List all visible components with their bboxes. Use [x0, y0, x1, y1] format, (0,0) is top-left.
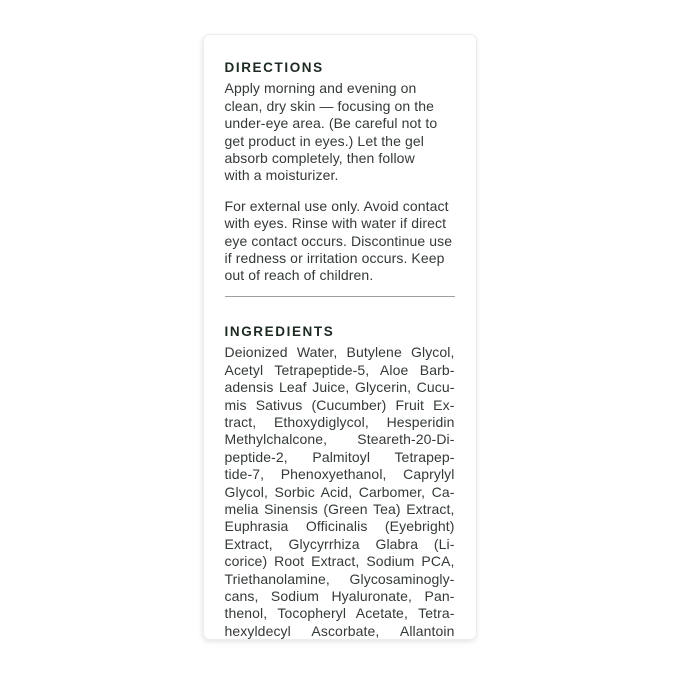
text-line: Methylchalcone, Steareth-20-Di-: [224, 431, 455, 448]
text-line: melia Sinensis (Green Tea) Extract,: [224, 500, 455, 517]
text-line: under-eye area. (Be careful not to: [224, 115, 438, 132]
directions-usage-paragraph: [225, 80, 455, 184]
text-line: peptide-2, Palmitoyl Tetrapep-: [224, 448, 455, 465]
section-divider: [225, 296, 455, 297]
text-line: Glycol, Sorbic Acid, Carbomer, Ca-: [224, 483, 455, 500]
text-line: Euphrasia Officinalis (Eyebright): [224, 518, 455, 535]
product-label-panel: [203, 34, 477, 640]
text-line: out of reach of children.: [224, 267, 374, 284]
text-line: with a moisturizer.: [224, 167, 339, 184]
text-line: clean, dry skin — focusing on the: [224, 97, 435, 114]
text-line: get product in eyes.) Let the gel: [224, 132, 424, 149]
text-line: Triethanolamine, Glycosaminogly-: [224, 570, 455, 587]
text-line: Deionized Water, Butylene Glycol,: [224, 344, 455, 361]
text-line: Acetyl Tetrapeptide-5, Aloe Barb-: [224, 361, 455, 378]
text-line: For external use only. Avoid contact: [224, 197, 449, 214]
text-line: adensis Leaf Juice, Glycerin, Cucu-: [224, 379, 455, 396]
directions-warning-paragraph: [225, 198, 455, 285]
text-line: corice) Root Extract, Sodium PCA,: [224, 553, 455, 570]
text-line: Extract, Glycyrrhiza Glabra (Li-: [224, 535, 455, 552]
text-line: absorb completely, then follow: [224, 150, 415, 167]
text-line: if redness or irritation occurs. Keep: [224, 250, 445, 267]
text-line: hexyldecyl Ascorbate, Allantoin: [224, 622, 455, 639]
text-line: tide-7, Phenoxyethanol, Caprylyl: [224, 466, 455, 483]
text-line: tract, Ethoxydiglycol, Hesperidin: [224, 413, 455, 430]
text-line: with eyes. Rinse with water if direct: [224, 215, 447, 232]
directions-heading: DIRECTIONS: [224, 60, 324, 75]
text-line: Apply morning and evening on: [224, 80, 417, 97]
text-line: cans, Sodium Hyaluronate, Pan-: [224, 587, 455, 604]
ingredients-heading: INGREDIENTS: [224, 323, 335, 339]
text-line: thenol, Tocopheryl Acetate, Tetra-: [224, 605, 455, 622]
text-line: eye contact occurs. Discontinue use: [224, 232, 453, 249]
text-line: mis Sativus (Cucumber) Fruit Ex-: [224, 396, 455, 413]
ingredients-list: [225, 344, 455, 640]
